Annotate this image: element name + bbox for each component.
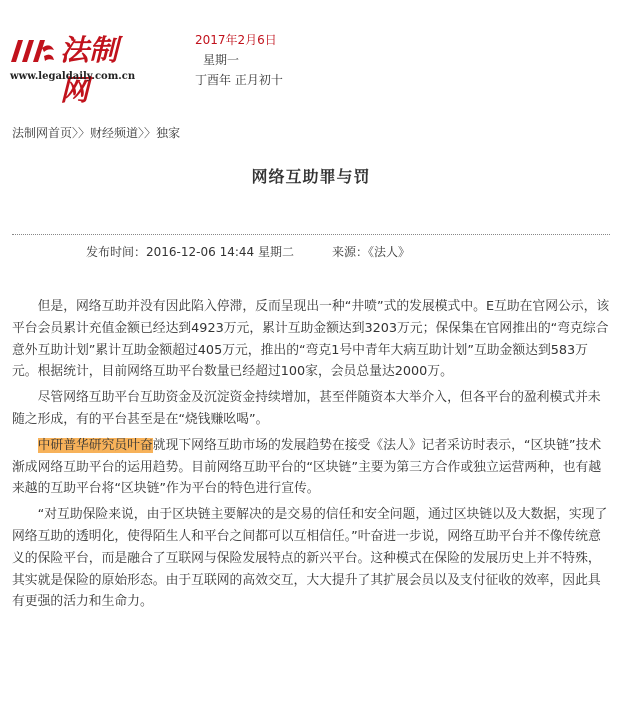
current-weekday: 星期一 bbox=[203, 53, 240, 67]
date-block bbox=[195, 30, 283, 90]
publish-time: 2016-12-06 14:44 星期二 bbox=[146, 245, 294, 259]
logo-mark-icon bbox=[8, 36, 56, 66]
paragraph: 尽管网络互助平台互助资金及沉淀资金持续增加，甚至伴随资本大举介入，但各平台的盈利模式并未随之形成，有的平台甚至是在“烧钱赚吆喝”。 bbox=[12, 390, 601, 427]
paragraph: “对互助保险来说，由于区块链主要解决的是交易的信任和安全问题，通过区块链以及大数据，实现了网络互助的透明化，使得陌生人和平台之间都可以互相信任。”叶奋进一步说，网络互助平台并不像传统意义的保险平台，而是融合了互联网与保险发展特点的新兴平台。这种模式在保险的发展历史上并不特殊，其实就是保险的原始形态。由于互联网的高效交互，大大提升了其扩展会员以及支付征收的效率，因此具有更强的活力和生命力。 bbox=[12, 507, 608, 610]
breadcrumb-separator: 〉〉 bbox=[138, 126, 157, 140]
paragraph bbox=[12, 435, 612, 500]
breadcrumb-separator: 〉〉 bbox=[72, 126, 91, 140]
paragraph-text: 就现下网络互助市场的发展趋势在接受《法人》记者采访时表示，“区块链”技术渐成网络互助平台的运用趋势。目前网络互助平台的“区块链”主要为第三方合作或独立运营两种，也有越来越的互助平台将“区块链”作为平台的特色进行宣传。 bbox=[12, 437, 602, 497]
breadcrumb-home-link[interactable]: 法制网首页 bbox=[12, 126, 73, 140]
article-body bbox=[12, 296, 612, 617]
breadcrumb bbox=[12, 124, 180, 141]
logo-text: 法制网 bbox=[60, 33, 119, 107]
paragraph: 但是，网络互助并没有因此陷入停滞，反而呈现出一种“井喷”式的发展模式中。E互助在官网公示，该平台会员累计充值金额已经达到4923万元，累计互助金额达到3203万元；保保集在官网推出的“弯克综合意外互助计划”累计互助金额超过405万元，推出的“弯克1号中青年大病互助计划”互助金额达到583万元。根据统计，目前网络互助平台数量已经超过100家，会员总量达2000万。 bbox=[12, 299, 610, 380]
breadcrumb-channel-link[interactable]: 财经频道 bbox=[90, 126, 139, 140]
article-meta bbox=[86, 243, 410, 260]
site-logo[interactable] bbox=[8, 30, 142, 107]
logo-url: www.legaldaily.com.cn bbox=[10, 71, 136, 82]
publish-label: 发布时间： bbox=[86, 245, 147, 259]
highlighted-text: 中研普华研究员叶奋 bbox=[37, 437, 153, 453]
divider bbox=[12, 234, 610, 235]
source-name: 《法人》 bbox=[367, 245, 410, 259]
lunar-date: 丁酉年 正月初十 bbox=[195, 73, 283, 87]
article-title: 网络互助罪与罚 bbox=[251, 167, 371, 186]
source-label: 来源： bbox=[331, 245, 368, 259]
current-date: 2017年2月6日 bbox=[195, 33, 277, 47]
breadcrumb-section-link[interactable]: 独家 bbox=[156, 126, 181, 140]
